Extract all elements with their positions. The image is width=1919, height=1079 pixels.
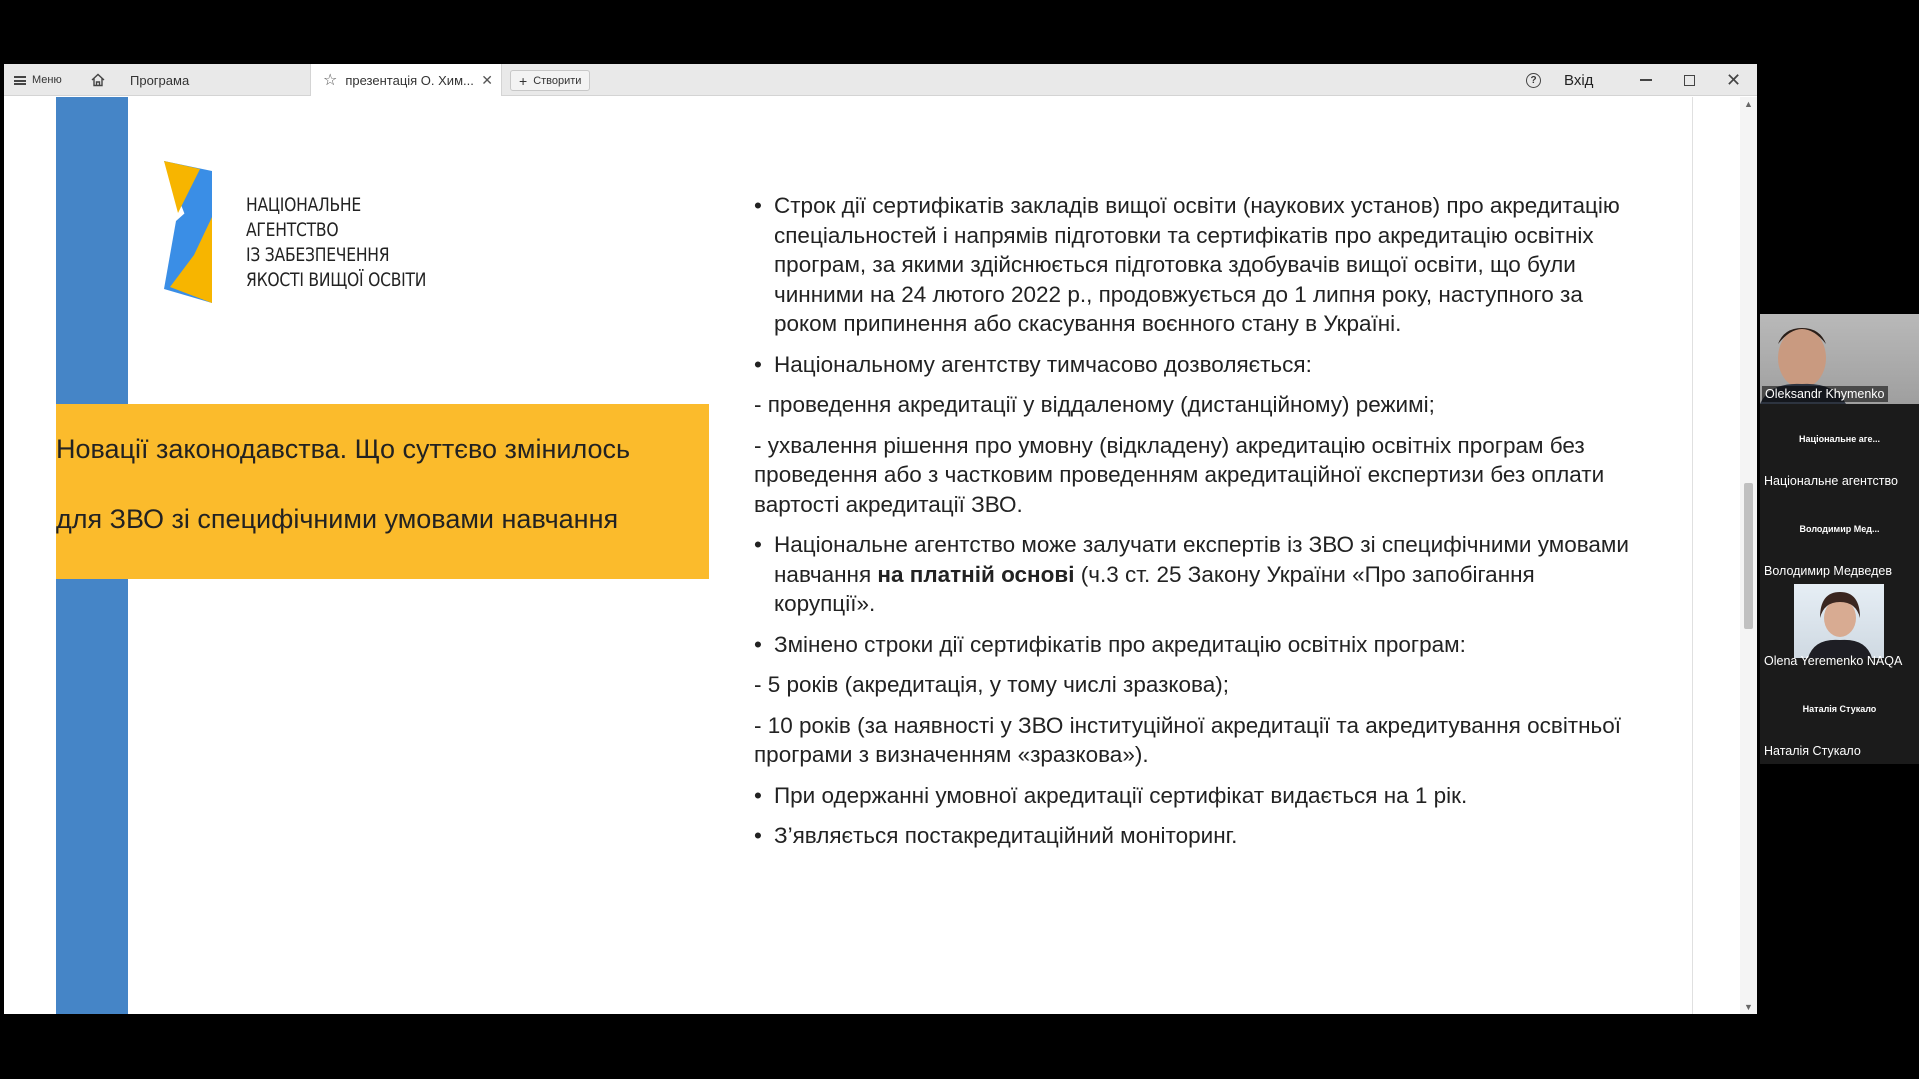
star-icon[interactable]: ☆ <box>323 72 338 89</box>
participant-name: Olena Yeremenko NAQA <box>1764 654 1903 668</box>
home-button[interactable] <box>90 64 106 96</box>
home-icon <box>90 72 106 88</box>
bullet-item: • Строк дії сертифікатів закладів вищої освіти (наукових установ) про акредитацію спеціальностей і напрямів підготовки та сертифікатів про акредитацію освітніх програм, за якими здійснюється підготовка здобувачів вищої освіти, що були чинними на 24 лютого 2022 р., продовжується до 1 липня року, наступного за роком припинення або скасування воєнного стану в Україні. <box>754 191 1634 339</box>
menu-button[interactable] <box>14 64 62 96</box>
participant-label: Національне аге... <box>1799 434 1880 444</box>
tab-program[interactable] <box>126 64 306 96</box>
dash-item: - 5 років (акредитація, у тому числі зразкова); <box>754 672 1229 697</box>
dash-item: - ухвалення рішення про умовну (відкладену) акредитацію освітніх програм без проведення або з частковим проведенням акредитаційної експертизи без оплати вартості акредитації ЗВО. <box>754 432 1605 517</box>
help-button[interactable] <box>1526 64 1541 96</box>
vertical-scrollbar[interactable] <box>1740 97 1757 1014</box>
participant-name: Oleksandr Khymenko <box>1762 386 1888 402</box>
logo-line: ІЗ ЗАБЕЗПЕЧЕННЯ <box>246 244 390 266</box>
new-tab-label: Створити <box>533 74 582 87</box>
bullet-text: (ч.3 ст. 25 Закону України «Про запобігання корупції». <box>774 561 1535 616</box>
participant-tile[interactable] <box>1760 494 1919 584</box>
logo-line: АГЕНТСТВО <box>246 219 339 241</box>
hamburger-icon <box>14 76 26 85</box>
tab-label: Програма <box>130 72 190 88</box>
bullet-item <box>754 530 1634 619</box>
document-viewport[interactable] <box>4 97 1757 1014</box>
slide-title-line: Новації законодавства. Що суттєво змінилось <box>56 434 631 464</box>
close-icon: ✕ <box>1726 69 1742 90</box>
minimize-icon <box>1640 79 1652 81</box>
logo-text <box>246 193 426 293</box>
participant-name: Національне агентство <box>1764 474 1898 488</box>
person-video-icon <box>1794 584 1884 658</box>
close-window-button[interactable] <box>1726 64 1741 96</box>
tab-bar <box>4 64 1757 96</box>
browser-window <box>4 64 1757 1014</box>
close-tab-icon[interactable]: ✕ <box>481 71 493 88</box>
participant-tile[interactable] <box>1760 314 1919 404</box>
help-icon: ? <box>1526 73 1541 88</box>
tab-label: презентація О. Хим... <box>345 72 474 88</box>
slide-title-line: для ЗВО зі специфічними умовами навчання <box>56 504 619 534</box>
login-button[interactable] <box>1564 64 1593 96</box>
menu-label: Меню <box>32 74 62 86</box>
tab-presentation[interactable] <box>310 64 502 96</box>
participant-label: Наталія Стукало <box>1802 704 1877 714</box>
minimize-button[interactable] <box>1640 64 1654 96</box>
bullet-item: • Національному агентству тимчасово дозволяється: <box>754 350 1634 380</box>
slide-content <box>754 191 1634 862</box>
participant-label: Володимир Мед... <box>1799 524 1880 534</box>
scroll-down-icon[interactable]: ▼ <box>1744 1002 1753 1012</box>
participant-name: Наталія Стукало <box>1764 744 1861 758</box>
participant-tile[interactable] <box>1760 674 1919 764</box>
participant-video <box>1794 584 1884 658</box>
bullet-bold-text: на платній основі <box>877 561 1075 587</box>
logo-line: НАЦІОНАЛЬНЕ <box>246 194 361 216</box>
logo-line: ЯКОСТІ ВИЩОЇ ОСВІТИ <box>246 269 427 291</box>
participant-tile[interactable] <box>1760 404 1919 494</box>
dash-item: - 10 років (за наявності у ЗВО інституційної акредитації та акредитування освітньої програми з визначенням «зразкова»). <box>754 712 1622 767</box>
bullet-item: • З’являється постакредитаційний моніторинг. <box>754 821 1634 851</box>
presentation-slide <box>56 97 1693 1014</box>
participants-panel <box>1760 314 1919 764</box>
dash-item: - проведення акредитації у віддаленому (дистанційному) режимі; <box>754 392 1435 417</box>
scroll-up-icon[interactable]: ▲ <box>1744 99 1753 109</box>
scroll-thumb[interactable] <box>1744 483 1753 629</box>
bullet-item: • При одержанні умовної акредитації сертифікат видається на 1 рік. <box>754 781 1634 811</box>
slide-title-box <box>56 404 709 579</box>
maximize-button[interactable] <box>1684 64 1695 96</box>
maximize-icon <box>1684 75 1695 86</box>
bullet-item: • Змінено строки дії сертифікатів про акредитацію освітніх програм: <box>754 630 1634 660</box>
participant-name: Володимир Медведев <box>1764 564 1892 578</box>
login-label: Вхід <box>1564 71 1594 89</box>
plus-icon: + <box>519 72 528 89</box>
participant-tile[interactable] <box>1760 584 1919 674</box>
new-tab-button[interactable] <box>510 70 590 91</box>
bullet-text: Національне агентство може залучати експертів із ЗВО зі специфічними умовами навчання <box>774 532 1629 587</box>
